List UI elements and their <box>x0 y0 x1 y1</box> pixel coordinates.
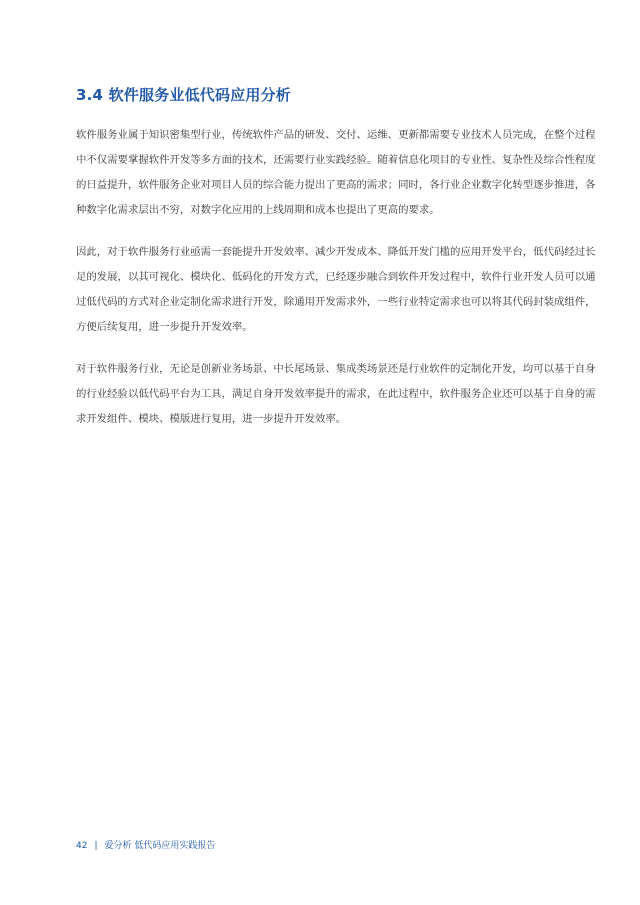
paragraph-line: 求开发组件、模块、模版进行复用，进一步提升开发效率。 <box>76 413 347 425</box>
paragraph-line: 方便后续复用，进一步提升开发效率。 <box>76 321 253 333</box>
paragraph-line: 的日益提升，软件服务企业对项目人员的综合能力提出了更高的需求；同时，各行业企业数字化转型逐步推进，各 <box>76 179 596 191</box>
paragraph-line: 的行业经验以低代码平台为工具，满足自身开发效率提升的需求，在此过程中，软件服务企业还可以基于自身的需 <box>76 388 596 400</box>
paragraph-line: 中不仅需要掌握软件开发等多方面的技术，还需要行业实践经验。随着信息化项目的专业性、复杂性及综合性程度 <box>76 154 596 166</box>
paragraph-line: 种数字化需求层出不穷，对数字化应用的上线周期和成本也提出了更高的要求。 <box>76 204 440 216</box>
page-number: 42 <box>76 841 88 851</box>
body-text <box>76 123 596 449</box>
footer-separator: | <box>94 841 98 851</box>
paragraph-line: 足的发展，以其可视化、模块化、低码化的开发方式，已经逐步融合到软件开发过程中，软件行业开发人员可以通 <box>76 271 596 283</box>
page-footer <box>76 838 215 851</box>
paragraph-line: 软件服务业属于知识密集型行业，传统软件产品的研发、交付、运维、更新都需要专业技术人员完成，在整个过程 <box>76 129 596 141</box>
paragraph-line: 因此，对于软件服务行业亟需一套能提升开发效率、减少开发成本、降低开发门槛的应用开发平台，低代码经过长 <box>76 246 596 258</box>
paragraph-line: 对于软件服务行业，无论是创新业务场景、中长尾场景、集成类场景还是行业软件的定制化开发，均可以基于自身 <box>76 363 596 375</box>
section-title: 3.4 软件服务业低代码应用分析 <box>76 86 291 104</box>
paragraph-1 <box>76 123 596 223</box>
paragraph-3 <box>76 357 596 432</box>
paragraph-line: 过低代码的方式对企业定制化需求进行开发，除通用开发需求外，一些行业特定需求也可以将其代码封装成组件， <box>76 296 596 308</box>
publication-title: 爱分析 低代码应用实践报告 <box>104 841 216 851</box>
paragraph-2 <box>76 240 596 340</box>
